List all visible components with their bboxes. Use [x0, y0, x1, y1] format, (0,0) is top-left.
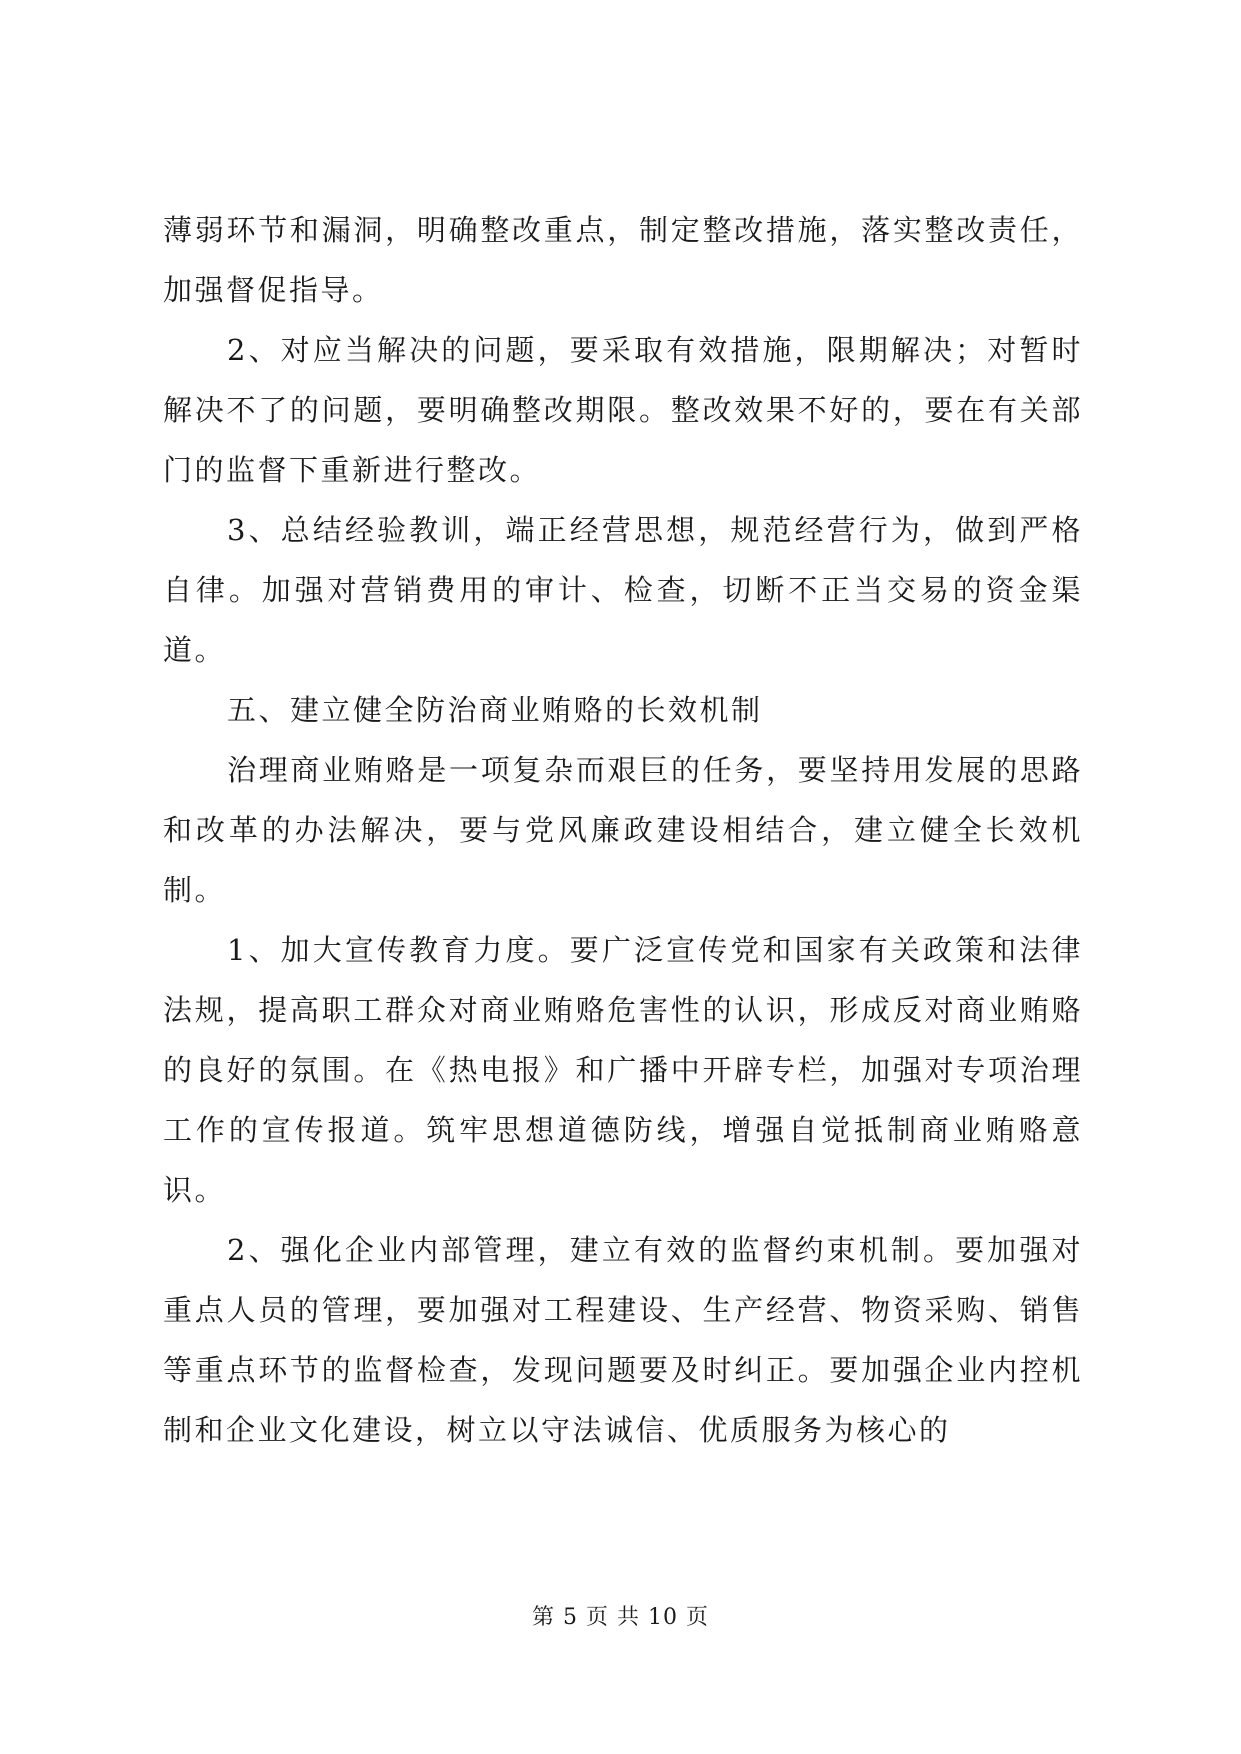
paragraph-5: 治理商业贿赂是一项复杂而艰巨的任务，要坚持用发展的思路和改革的办法解决，要与党风廉政建设相结合，建立健全长效机制。: [163, 753, 1083, 907]
paragraph-1: 薄弱环节和漏洞，明确整改重点，制定整改措施，落实整改责任，加强督促指导。: [163, 213, 1083, 307]
paragraph-3: 3、总结经验教训，端正经营思想，规范经营行为，做到严格自律。加强对营销费用的审计、检查，切断不正当交易的资金渠道。: [163, 513, 1083, 667]
document-body: [163, 200, 1083, 1460]
paragraph-6: 1、加大宣传教育力度。要广泛宣传党和国家有关政策和法律法规，提高职工群众对商业贿赂危害性的认识，形成反对商业贿赂的良好的氛围。在《热电报》和广播中开辟专栏，加强对专项治理工作的宣传报道。筑牢思想道德防线，增强自觉抵制商业贿赂意识。: [163, 933, 1083, 1207]
page-number-footer: 第 5 页 共 10 页: [532, 1605, 709, 1630]
section-heading: 五、建立健全防治商业贿赂的长效机制: [227, 693, 763, 727]
paragraph-7: 2、强化企业内部管理，建立有效的监督约束机制。要加强对重点人员的管理，要加强对工程建设、生产经营、物资采购、销售等重点环节的监督检查，发现问题要及时纠正。要加强企业内控机制和企业文化建设，树立以守法诚信、优质服务为核心的: [163, 1233, 1083, 1447]
paragraph-2: 2、对应当解决的问题，要采取有效措施，限期解决；对暂时解决不了的问题，要明确整改期限。整改效果不好的，要在有关部门的监督下重新进行整改。: [163, 333, 1083, 487]
